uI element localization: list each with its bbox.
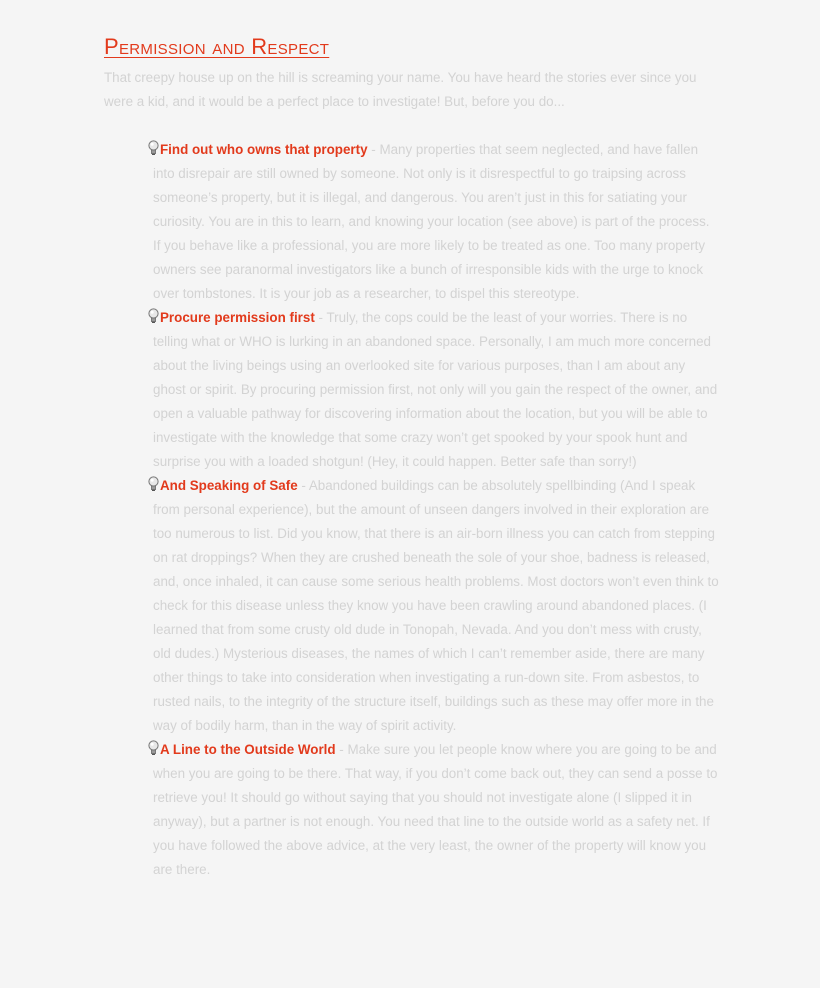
- item-text: Make sure you let people know where you are going to be and when you are going to be there. That way, if you don’t come back out, they can send a posse to retrieve you! It should go without saying that you should not investigate alone (I slipped it in anyway), but a partner is not enough. You need that line to the outside world as a safety net. If you have followed the above advice, at the very least, the owner of the property will know you are there.: [153, 742, 718, 877]
- lightbulb-icon: [148, 476, 159, 492]
- list-item: [153, 306, 719, 474]
- item-title: Find out who owns that property: [160, 142, 368, 157]
- item-separator: -: [367, 142, 380, 157]
- lightbulb-icon: [148, 140, 159, 156]
- tips-list: [104, 138, 724, 882]
- lightbulb-icon: [148, 308, 159, 324]
- item-title: Procure permission first: [160, 310, 315, 325]
- item-text: Many properties that seem neglected, and have fallen into disrepair are still owned by someone. Not only is it disrespectful to go traipsing across someone’s property, but it is illegal, and dangerous. You aren’t just in this for satiating your curiosity. You are in this to learn, and knowing your location (see above) is part of the process. If you behave like a professional, you are more likely to be treated as one. Too many property owners see paranormal investigators like a bunch of irresponsible kids with the urge to knock over tombstones. It is your job as a researcher, to dispel this stereotype.: [153, 142, 710, 301]
- item-title: A Line to the Outside World: [160, 742, 336, 757]
- item-text: Truly, the cops could be the least of your worries. There is no telling what or WHO is lurking in an abandoned space. Personally, I am much more concerned about the living beings using an overlooked site for various purposes, than I am about any ghost or spirit. By procuring permission first, not only will you gain the respect of the owner, and open a valuable pathway for discovering information about the location, but you will be able to investigate with the knowledge that some crazy won’t get spooked by your spook hunt and surprise you with a loaded shotgun! (Hey, it could happen. Better safe than sorry!): [153, 310, 718, 469]
- item-separator: -: [314, 310, 327, 325]
- list-item: [153, 138, 719, 306]
- list-item: [153, 474, 719, 738]
- lightbulb-icon: [148, 740, 159, 756]
- item-text: Abandoned buildings can be absolutely spellbinding (And I speak from personal experience), but the amount of unseen dangers involved in their exploration are too numerous to list. Did you know, that there is an air-born illness you can catch from stepping on rat droppings? When they are crushed beneath the sole of your shoe, badness is released, and, once inhaled, it can cause some serious health problems. Most doctors won’t even think to check for this disease unless they know you have been crawling around abandoned places. (I learned that from some crusty old dude in Tonopah, Nevada. And you don’t mess with crusty, old dudes.) Mysterious diseases, the names of which I can’t remember aside, there are many other things to take into consideration when investigating a run-down site. From asbestos, to rusted nails, to the integrity of the structure itself, buildings such as these may offer more in the way of bodily harm, than in the way of spirit activity.: [153, 478, 719, 733]
- article: [104, 34, 724, 882]
- item-title: And Speaking of Safe: [160, 478, 298, 493]
- list-item: [153, 738, 719, 882]
- item-separator: -: [335, 742, 348, 757]
- section-heading: Permission and Respect: [104, 34, 330, 59]
- item-separator: -: [297, 478, 309, 493]
- intro-paragraph: That creepy house up on the hill is screaming your name. You have heard the stories ever since you were a kid, and it would be a perfect place to investigate! But, before you do...: [104, 70, 697, 109]
